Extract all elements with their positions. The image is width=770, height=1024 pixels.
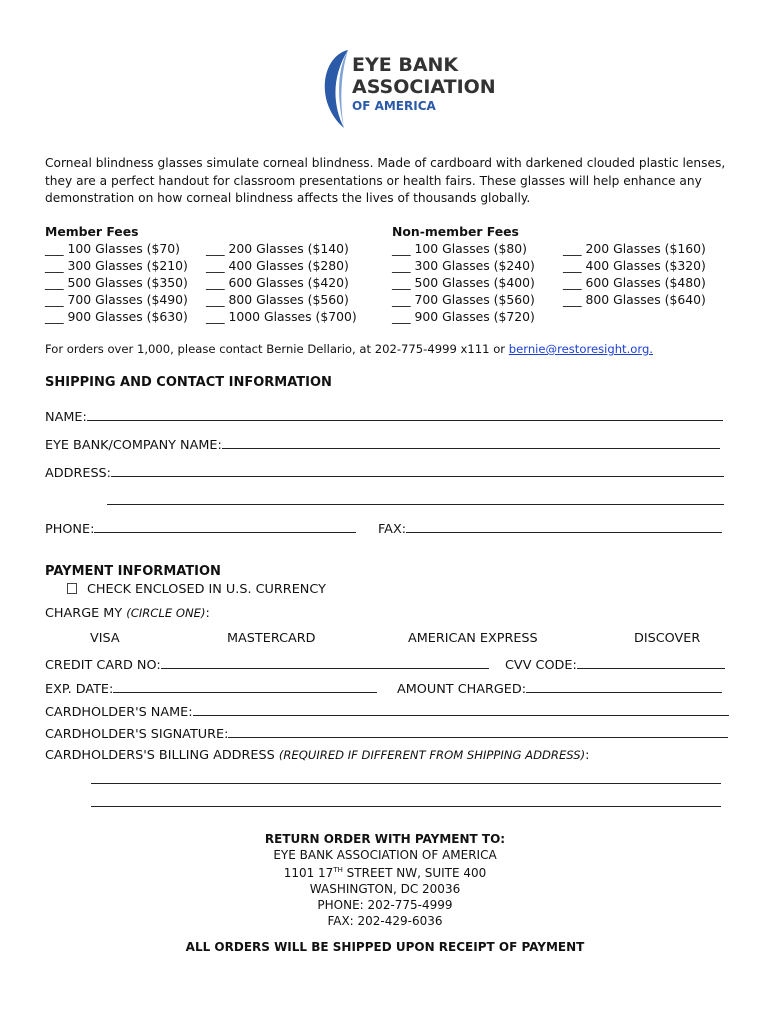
fee-option[interactable]: ___ 100 Glasses ($80) (392, 241, 527, 256)
intro-paragraph: Corneal blindness glasses simulate corneal blindness. Made of cardboard with darkened clouded plastic lenses, they are a perfect handout for classroom presentations or health fairs. These glasses will help enhance any demonstration on how corneal blindness affects the lives of thousands globally. (45, 156, 726, 205)
holder-name-label: CARDHOLDER'S NAME: (45, 705, 193, 720)
return-phone: PHONE: 202-775-4999 (317, 897, 453, 912)
contact-email-link[interactable]: bernie@restoresight.org. (508, 342, 653, 356)
fee-option[interactable]: ___ 400 Glasses ($280) (206, 258, 349, 273)
fee-option[interactable]: ___ 800 Glasses ($640) (563, 292, 706, 307)
fee-option[interactable]: ___ 800 Glasses ($560) (206, 292, 349, 307)
holder-sig-row (45, 725, 728, 742)
holder-name-field[interactable] (193, 703, 729, 716)
member-fees-title: Member Fees (45, 224, 139, 239)
return-heading: RETURN ORDER WITH PAYMENT TO: (264, 832, 506, 846)
fee-option[interactable]: ___ 600 Glasses ($420) (206, 275, 349, 290)
phone-label: PHONE: (45, 522, 95, 537)
company-field[interactable] (222, 436, 720, 449)
billing-line-1 (91, 771, 721, 788)
fee-option[interactable]: ___ 400 Glasses ($320) (563, 258, 706, 273)
holder-name-row (45, 703, 729, 720)
exp-label: EXP. DATE: (45, 682, 114, 697)
exp-field[interactable] (113, 680, 377, 693)
return-city: WASHINGTON, DC 20036 (309, 882, 461, 897)
street-suffix: TH (333, 866, 343, 875)
billing-note: (REQUIRED IF DIFFERENT FROM SHIPPING ADDRESS) (278, 748, 586, 762)
billing-colon: : (585, 748, 590, 763)
card-mastercard[interactable]: MASTERCARD (227, 631, 316, 646)
fee-option[interactable]: ___ 700 Glasses ($560) (392, 292, 535, 307)
charge-label: CHARGE MY (45, 606, 127, 621)
billing-field-2[interactable] (91, 794, 721, 807)
logo-line-2: ASSOCIATION (352, 76, 496, 98)
cvv-label: CVV CODE: (505, 658, 577, 673)
billing-field-1[interactable] (91, 771, 721, 784)
billing-label: CARDHOLDERS'S BILLING ADDRESS (45, 748, 279, 763)
amount-label: AMOUNT CHARGED: (397, 682, 527, 697)
fee-option[interactable]: ___ 200 Glasses ($140) (206, 241, 349, 256)
billing-line-2 (91, 794, 721, 811)
check-enclosed-checkbox[interactable] (67, 583, 77, 594)
charge-row (45, 606, 210, 621)
address-field[interactable] (111, 464, 724, 477)
fee-option[interactable]: ___ 300 Glasses ($240) (392, 258, 535, 273)
cc-number-row (45, 656, 489, 673)
charge-colon: : (205, 606, 210, 621)
address-row (45, 464, 724, 481)
cc-number-label: CREDIT CARD NO: (45, 658, 161, 673)
check-enclosed-label: CHECK ENCLOSED IN U.S. CURRENCY (87, 582, 326, 597)
return-fax: FAX: 202-429-6036 (327, 913, 443, 928)
fee-option[interactable]: ___ 600 Glasses ($480) (563, 275, 706, 290)
company-label: EYE BANK/COMPANY NAME: (45, 438, 222, 453)
phone-field[interactable] (94, 520, 356, 533)
name-field[interactable] (87, 408, 723, 421)
circle-one-note: (CIRCLE ONE) (126, 606, 206, 620)
shipping-heading: SHIPPING AND CONTACT INFORMATION (45, 375, 332, 390)
orders-note-text: For orders over 1,000, please contact Bernie Dellario, at 202-775-4999 x111 or (45, 342, 509, 356)
check-row (67, 582, 326, 597)
fax-field[interactable] (406, 520, 722, 533)
fee-option[interactable]: ___ 900 Glasses ($630) (45, 309, 188, 324)
logo-line-1: EYE BANK (352, 54, 459, 76)
logo-line-3: OF AMERICA (352, 99, 436, 113)
payment-heading: PAYMENT INFORMATION (45, 564, 221, 579)
street-number: 1101 17 (283, 866, 334, 881)
card-discover[interactable]: DISCOVER (634, 631, 701, 646)
return-block (0, 832, 770, 929)
cvv-field[interactable] (577, 656, 725, 669)
billing-row (45, 748, 589, 763)
amount-row (397, 680, 722, 697)
street-name: STREET NW, SUITE 400 (342, 866, 487, 881)
fax-row (378, 520, 722, 537)
fee-option[interactable]: ___ 500 Glasses ($400) (392, 275, 535, 290)
address-label: ADDRESS: (45, 466, 111, 481)
holder-sig-label: CARDHOLDER'S SIGNATURE: (45, 727, 229, 742)
exp-row (45, 680, 377, 697)
fax-label: FAX: (378, 522, 407, 537)
orders-note (45, 342, 653, 356)
fee-option[interactable]: ___ 200 Glasses ($160) (563, 241, 706, 256)
nonmember-fees-col-2 (563, 240, 706, 308)
nonmember-fees-title: Non-member Fees (392, 224, 519, 239)
address-row-2 (107, 492, 724, 509)
fee-option[interactable]: ___ 500 Glasses ($350) (45, 275, 188, 290)
member-fees-col-1 (45, 240, 188, 325)
nonmember-fees-col-1 (392, 240, 535, 325)
eye-bank-logo (318, 48, 496, 132)
return-street (0, 863, 770, 882)
fee-option[interactable]: ___ 300 Glasses ($210) (45, 258, 188, 273)
name-label: NAME: (45, 410, 87, 425)
amount-field[interactable] (526, 680, 722, 693)
address-field-line-2[interactable] (107, 492, 724, 505)
logo-text (352, 54, 496, 114)
card-visa[interactable]: VISA (90, 631, 120, 646)
card-american-express[interactable]: AMERICAN EXPRESS (408, 631, 538, 646)
return-org: EYE BANK ASSOCIATION OF AMERICA (273, 847, 497, 862)
cvv-row (505, 656, 725, 673)
footer-notice: ALL ORDERS WILL BE SHIPPED UPON RECEIPT OF PAYMENT (185, 940, 585, 954)
member-fees-col-2 (206, 240, 357, 325)
name-row (45, 408, 723, 425)
cc-number-field[interactable] (161, 656, 489, 669)
phone-row (45, 520, 356, 537)
fee-option[interactable]: ___ 1000 Glasses ($700) (206, 309, 357, 324)
fee-option[interactable]: ___ 700 Glasses ($490) (45, 292, 188, 307)
holder-sig-field[interactable] (228, 725, 728, 738)
company-row (45, 436, 720, 453)
fee-option[interactable]: ___ 900 Glasses ($720) (392, 309, 535, 324)
fee-option[interactable]: ___ 100 Glasses ($70) (45, 241, 180, 256)
